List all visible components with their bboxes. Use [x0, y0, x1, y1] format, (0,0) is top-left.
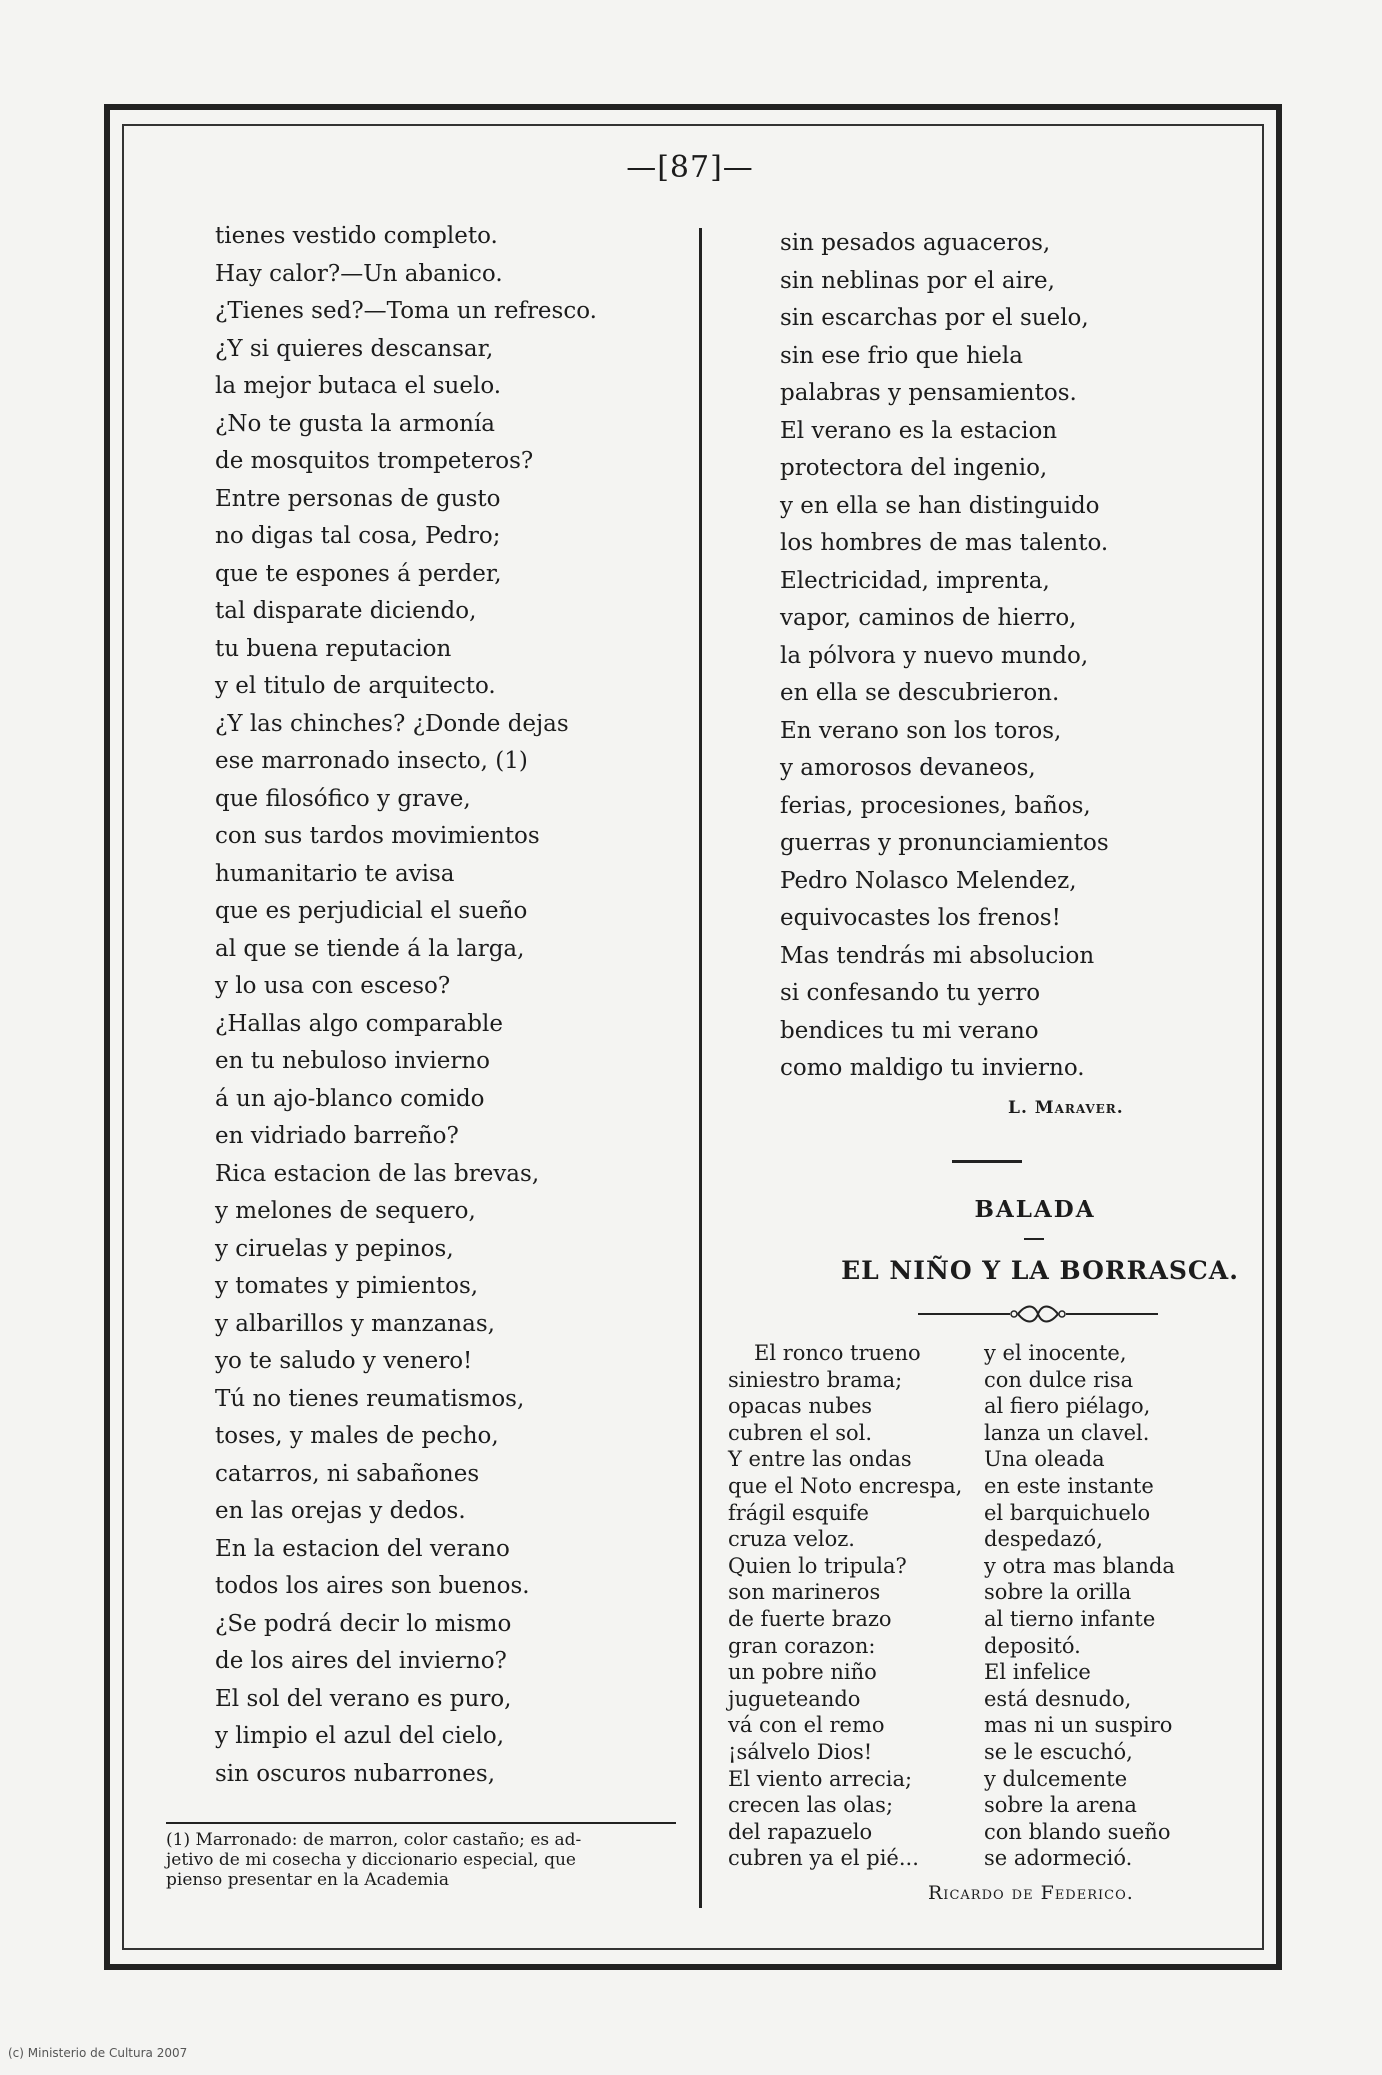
verse-line: sin pesados aguaceros,: [780, 230, 1051, 256]
ballad-line: jugueteando: [728, 1686, 861, 1711]
verse-line: ¿Y las chinches? ¿Donde dejas: [215, 710, 569, 737]
ballad-line: al tierno infante: [984, 1606, 1156, 1631]
ballad-line: el barquichuelo: [984, 1500, 1151, 1525]
ballad-line: está desnudo,: [984, 1686, 1132, 1711]
left-column: [215, 218, 597, 1793]
verse-line: palabras y pensamientos.: [780, 380, 1077, 406]
verse-line: tu buena reputacion: [215, 635, 452, 662]
verse-line: y melones de sequero,: [215, 1198, 476, 1224]
ballad-line: cruza veloz.: [728, 1527, 855, 1552]
verse-line: en las orejas y dedos.: [215, 1498, 466, 1524]
verse-line: y amorosos devaneos,: [780, 755, 1036, 781]
verse-line: ¿Se podrá decir lo mismo: [215, 1610, 512, 1637]
ballad-line: se le escuchó,: [984, 1739, 1133, 1764]
ballad-line: gran corazon:: [728, 1633, 876, 1658]
section-title: BALADA: [974, 1196, 1096, 1223]
ballad-line: crecen las olas;: [728, 1793, 894, 1818]
ballad-line: Quien lo tripula?: [728, 1553, 907, 1578]
ballad-line: cubren ya el pié...: [728, 1846, 919, 1871]
ballad-line: en este instante: [984, 1473, 1154, 1498]
verse-line: ese marronado insecto, (1): [215, 748, 528, 774]
verse-line: ferias, procesiones, baños,: [780, 792, 1091, 819]
verse-line: en vidriado barreño?: [215, 1123, 459, 1149]
ballad-line: frágil esquife: [728, 1500, 869, 1525]
verse-line: los hombres de mas talento.: [780, 530, 1109, 556]
ballad-line: depositó.: [984, 1633, 1081, 1658]
verse-line: ¿Hallas algo comparable: [215, 1010, 503, 1037]
copyright-notice: (c) Ministerio de Cultura 2007: [8, 2046, 188, 2060]
ballad-right-column: [984, 1340, 1175, 1872]
ballad-line: y el inocente,: [984, 1341, 1127, 1365]
ballad-line: del rapazuelo: [728, 1819, 873, 1844]
verse-line: Rica estacion de las brevas,: [215, 1160, 540, 1187]
verse-line: y lo usa con esceso?: [215, 973, 451, 999]
verse-line: Mas tendrás mi absolucion: [780, 942, 1095, 969]
section-rule: [952, 1160, 1022, 1163]
verse-line: En verano son los toros,: [780, 717, 1062, 744]
ballad-line: ¡sálvelo Dios!: [728, 1739, 873, 1764]
ballad-line: al fiero piélago,: [984, 1394, 1151, 1419]
ballad-line: sobre la arena: [984, 1793, 1137, 1818]
page-number: —[87]—: [626, 150, 754, 185]
verse-line: y ciruelas y pepinos,: [215, 1235, 454, 1262]
ballad-line: lanza un clavel.: [984, 1420, 1150, 1445]
verse-line: toses, y males de pecho,: [215, 1423, 499, 1449]
verse-line: al que se tiende á la larga,: [215, 935, 525, 962]
verse-line: y en ella se han distinguido: [780, 492, 1100, 519]
verse-line: que es perjudicial el sueño: [215, 898, 528, 924]
ballad-line: Una oleada: [984, 1447, 1105, 1472]
verse-line: tal disparate diciendo,: [215, 598, 477, 624]
verse-line: que filosófico y grave,: [215, 785, 471, 812]
verse-line: sin escarchas por el suelo,: [780, 305, 1089, 331]
verse-line: protectora del ingenio,: [780, 455, 1048, 481]
ballad-line: se adormeció.: [984, 1846, 1133, 1871]
ballad-line: Y entre las ondas: [728, 1447, 912, 1472]
verse-line: Electricidad, imprenta,: [780, 567, 1050, 594]
ballad-left-column: [728, 1340, 962, 1872]
verse-line: bendices tu mi verano: [780, 1017, 1039, 1044]
verse-line: equivocastes los frenos!: [780, 905, 1061, 931]
verse-line: tienes vestido completo.: [215, 223, 498, 249]
verse-line: catarros, ni sabañones: [215, 1460, 480, 1487]
ballad-line: El viento arrecia;: [728, 1766, 913, 1791]
ballad-line: mas ni un suspiro: [984, 1713, 1173, 1738]
verse-line: la mejor butaca el suelo.: [215, 373, 502, 399]
title-dash: [1024, 1238, 1044, 1240]
ballad-line: sobre la orilla: [984, 1580, 1132, 1605]
verse-line: Entre personas de gusto: [215, 485, 501, 512]
verse-line: Hay calor?—Un abanico.: [215, 260, 503, 287]
verse-line: si confesando tu yerro: [780, 980, 1041, 1006]
verse-line: y el titulo de arquitecto.: [215, 673, 496, 699]
verse-line: sin ese frio que hiela: [780, 342, 1023, 369]
verse-line: en tu nebuloso invierno: [215, 1048, 491, 1074]
verse-line: en ella se descubrieron.: [780, 680, 1060, 706]
verse-line: Tú no tienes reumatismos,: [215, 1385, 525, 1412]
right-column: [780, 225, 1109, 1088]
verse-line: que te espones á perder,: [215, 560, 502, 587]
footnote: [166, 1830, 686, 1890]
ballad-line: de fuerte brazo: [728, 1606, 892, 1631]
ballad-line: despedazó,: [984, 1527, 1103, 1552]
verse-line: todos los aires son buenos.: [215, 1573, 530, 1599]
verse-line: de mosquitos trompeteros?: [215, 448, 534, 474]
footnote-line: jetivo de mi cosecha y diccionario especial, que: [166, 1850, 576, 1870]
ballad-line: vá con el remo: [728, 1713, 885, 1738]
ballad-line: son marineros: [728, 1580, 881, 1605]
footnote-line: pienso presentar en la Academia: [166, 1870, 449, 1890]
verse-line: vapor, caminos de hierro,: [780, 605, 1077, 631]
verse-line: y albarillos y manzanas,: [215, 1310, 495, 1337]
verse-line: sin oscuros nubarrones,: [215, 1760, 496, 1787]
verse-line: ¿Y si quieres descansar,: [215, 335, 494, 362]
ballad-line: que el Noto encrespa,: [728, 1473, 963, 1498]
verse-line: la pólvora y nuevo mundo,: [780, 642, 1089, 669]
verse-line: á un ajo-blanco comido: [215, 1085, 485, 1112]
ballad-line: con dulce risa: [984, 1367, 1134, 1392]
verse-line: Pedro Nolasco Melendez,: [780, 867, 1077, 894]
ballad-line: siniestro brama;: [728, 1367, 903, 1392]
ballad-line: El ronco trueno: [754, 1341, 921, 1365]
ballad-line: cubren el sol.: [728, 1420, 873, 1445]
ballad-line: y otra mas blanda: [984, 1553, 1175, 1578]
verse-line: y limpio el azul del cielo,: [215, 1723, 505, 1749]
poem-title: EL NIÑO Y LA BORRASCA.: [841, 1256, 1239, 1285]
ballad-line: opacas nubes: [728, 1394, 873, 1419]
ornament-flourish-icon: [918, 1302, 1158, 1326]
verse-line: ¿No te gusta la armonía: [215, 410, 496, 437]
verse-line: como maldigo tu invierno.: [780, 1055, 1085, 1081]
ballad-line: un pobre niño: [728, 1660, 877, 1685]
verse-line: yo te saludo y venero!: [215, 1348, 473, 1374]
ballad-line: y dulcemente: [984, 1766, 1128, 1791]
footnote-line: (1) Marronado: de marron, color castaño; es ad-: [166, 1830, 582, 1850]
ballad-author: Ricardo de Federico.: [928, 1882, 1134, 1904]
verse-line: y tomates y pimientos,: [215, 1273, 479, 1299]
verse-line: no digas tal cosa, Pedro;: [215, 523, 501, 549]
verse-line: sin neblinas por el aire,: [780, 267, 1055, 294]
column-divider: [699, 228, 702, 1908]
ballad-line: con blando sueño: [984, 1819, 1171, 1844]
verse-line: El sol del verano es puro,: [215, 1685, 512, 1712]
verse-line: humanitario te avisa: [215, 860, 455, 887]
verse-line: de los aires del invierno?: [215, 1648, 507, 1674]
footnote-rule: [166, 1822, 676, 1824]
verse-line: con sus tardos movimientos: [215, 823, 540, 849]
verse-line: guerras y pronunciamientos: [780, 830, 1109, 856]
verse-line: ¿Tienes sed?—Toma un refresco.: [215, 298, 597, 324]
ballad-line: El infelice: [984, 1660, 1091, 1685]
verse-line: El verano es la estacion: [780, 417, 1058, 444]
signature: L. Maraver.: [1008, 1098, 1124, 1118]
verse-line: En la estacion del verano: [215, 1535, 510, 1562]
